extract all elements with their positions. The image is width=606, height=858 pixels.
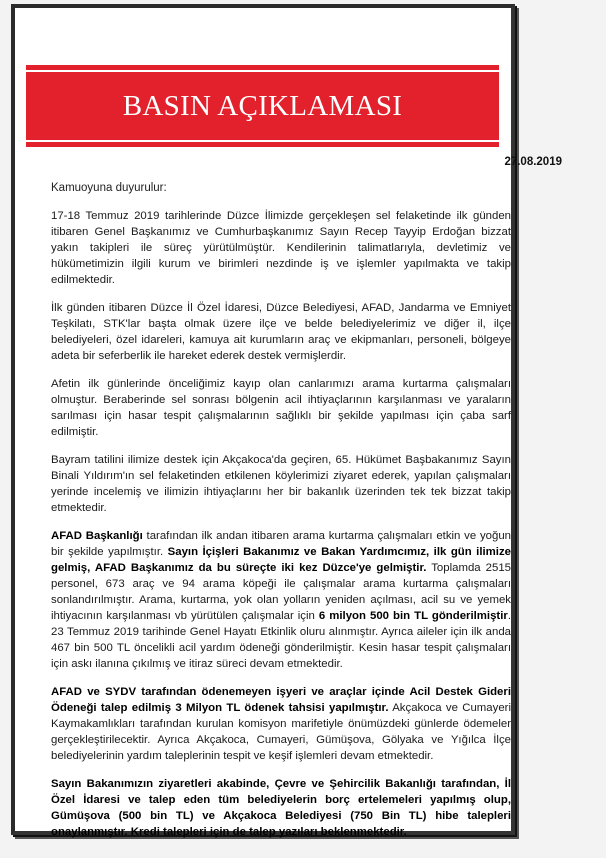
text-run: Afetin ilk günlerinde önceliğimiz kayıp olan canlarımızı arama kurtarma çalışmaları olmuştur. Beraberinde sel sonrası bölgenin acil ihtiyaçlarının karşılanması ve yaraların sarılması için hasar tespit çalışmalarının sağlıklı bir şekilde yapılması için çaba sarf edilmiştir. [51,378,511,438]
greeting: Kamuoyuna duyurulur: [51,182,167,194]
text-run: . 23 Temmuz 2019 tarihinde Genel Hayatı Etkinlik oluru alınmıştır. Ayrıca aileler için ilk anda 467 bin 500 TL öncelikli acil yardım ödeneği gönderilmiştir. Kesin hasar tespit çalışmaları için askı ilanına çıkılmış ve itiraz süreci devam etmektedir. [51,610,511,670]
paragraph [51,300,511,364]
banner-main [26,72,499,140]
paragraph [51,528,511,672]
text-run: 17-18 Temmuz 2019 tarihlerinde Düzce İlimizde gerçekleşen sel felaketinde ilk günden itibaren Genel Başkanımız ve Cumhurbaşkanımız Sayın Recep Tayyip Erdoğan bizzat yakın takipleri ile süreç yürütülmüştür. Kendilerinin talimatlarıyla, devletimiz ve hükümetimizin ilgili kurum ve birimleri nezdinde iş ve işlemler yapılmakta ve takip edilmektedir. [51,210,511,286]
banner-bottom-stripe [26,142,499,147]
text-run: Akçakoca ve Cumayeri Kaymakamlıkları tarafından kurulan komisyon marifetiyle önümüzdeki günlerde ödemeler gerçekleştirilecektir. Ayrıca Akçakoca, Cumayeri, Gümüşova, Gölyaka ve Yığılca İlçe belediyelerinin yardım taleplerinin tespit ve keşif işlemleri devam etmektedir. [51,702,511,762]
bold-text-run: Sayın İçişleri Bakanımız ve Bakan Yardımcımız, ilk gün ilimize gelmiş, AFAD Başkanımız da bu süreçte iki kez Düzce'ye gelmiştir. [51,546,511,574]
document-body [51,208,511,852]
document-date: 27.08.2019 [504,156,562,168]
text-run: tarafından ilk andan itibaren arama kurtarma çalışmaları etkin ve yoğun bir şekilde yapılmıştır. [51,530,511,558]
bold-text-run: Sayın Bakanımızın ziyaretleri akabinde, Çevre ve Şehircilik Bakanlığı tarafından, İl Özel İdaresi ve talep eden tüm belediyelerin borç ertelemeleri yapılmış olup, Gümüşova (500 bin TL) ve Akçakoca Belediyesi (750 Bin TL) hibe talepleri onaylanmıştır. Kredi talepleri için de talep yazıları beklenmektedir. [51,778,511,838]
bold-text-run: 6 milyon 500 bin TL gönderilmiştir [318,610,508,622]
text-run: Toplamda 2515 personel, 673 araç ve 94 arama köpeği ile çalışmalar arama kurtarma çalışmaları sonlandırılmıştır. Arama, kurtarma, yok olan yolların yeniden açılması, acil su ve yemek ihtiyacının karşılanması vb yürütülen çalışmalar için [51,562,511,622]
bold-text-run: AFAD ve SYDV tarafından ödenemeyen işyeri ve araçlar içinde Acil Destek Gideri Ödeneği talep edilmiş 3 Milyon TL ödenek tahsisi yapılmıştır. [51,686,511,714]
paragraph [51,376,511,440]
paragraph [51,452,511,516]
paragraph [51,684,511,764]
text-run: İlk günden itibaren Düzce İl Özel İdaresi, Düzce Belediyesi, AFAD, Jandarma ve Emniyet Teşkilatı, STK'lar başta olmak üzere ilçe ve belde belediyelerimiz ve diğer il, ilçe belediyeleri, özel idareleri, kamuya ait kurumların araç ve ekipmanları, personeli, bölgeye adeta bir seferberlik ile hareket ederek destek vermişlerdir. [51,302,511,362]
text-run: Bayram tatilini ilimize destek için Akçakoca'da geçiren, 65. Hükümet Başbakanımız Sayın Binali Yıldırım'ın sel felaketinden etkilenen köylerimizi ziyaret ederek, yapılan çalışmaları yerinde incelemiş ve ilimizin ihtiyaçlarını her bir bakanlık üzerinden tek tek bizzat takip etmektedir. [51,454,511,514]
paragraph [51,776,511,840]
bold-text-run: AFAD Başkanlığı [51,530,143,542]
paragraph [51,208,511,288]
title-banner [26,65,499,147]
page-title: BASIN AÇIKLAMASI [122,89,403,122]
